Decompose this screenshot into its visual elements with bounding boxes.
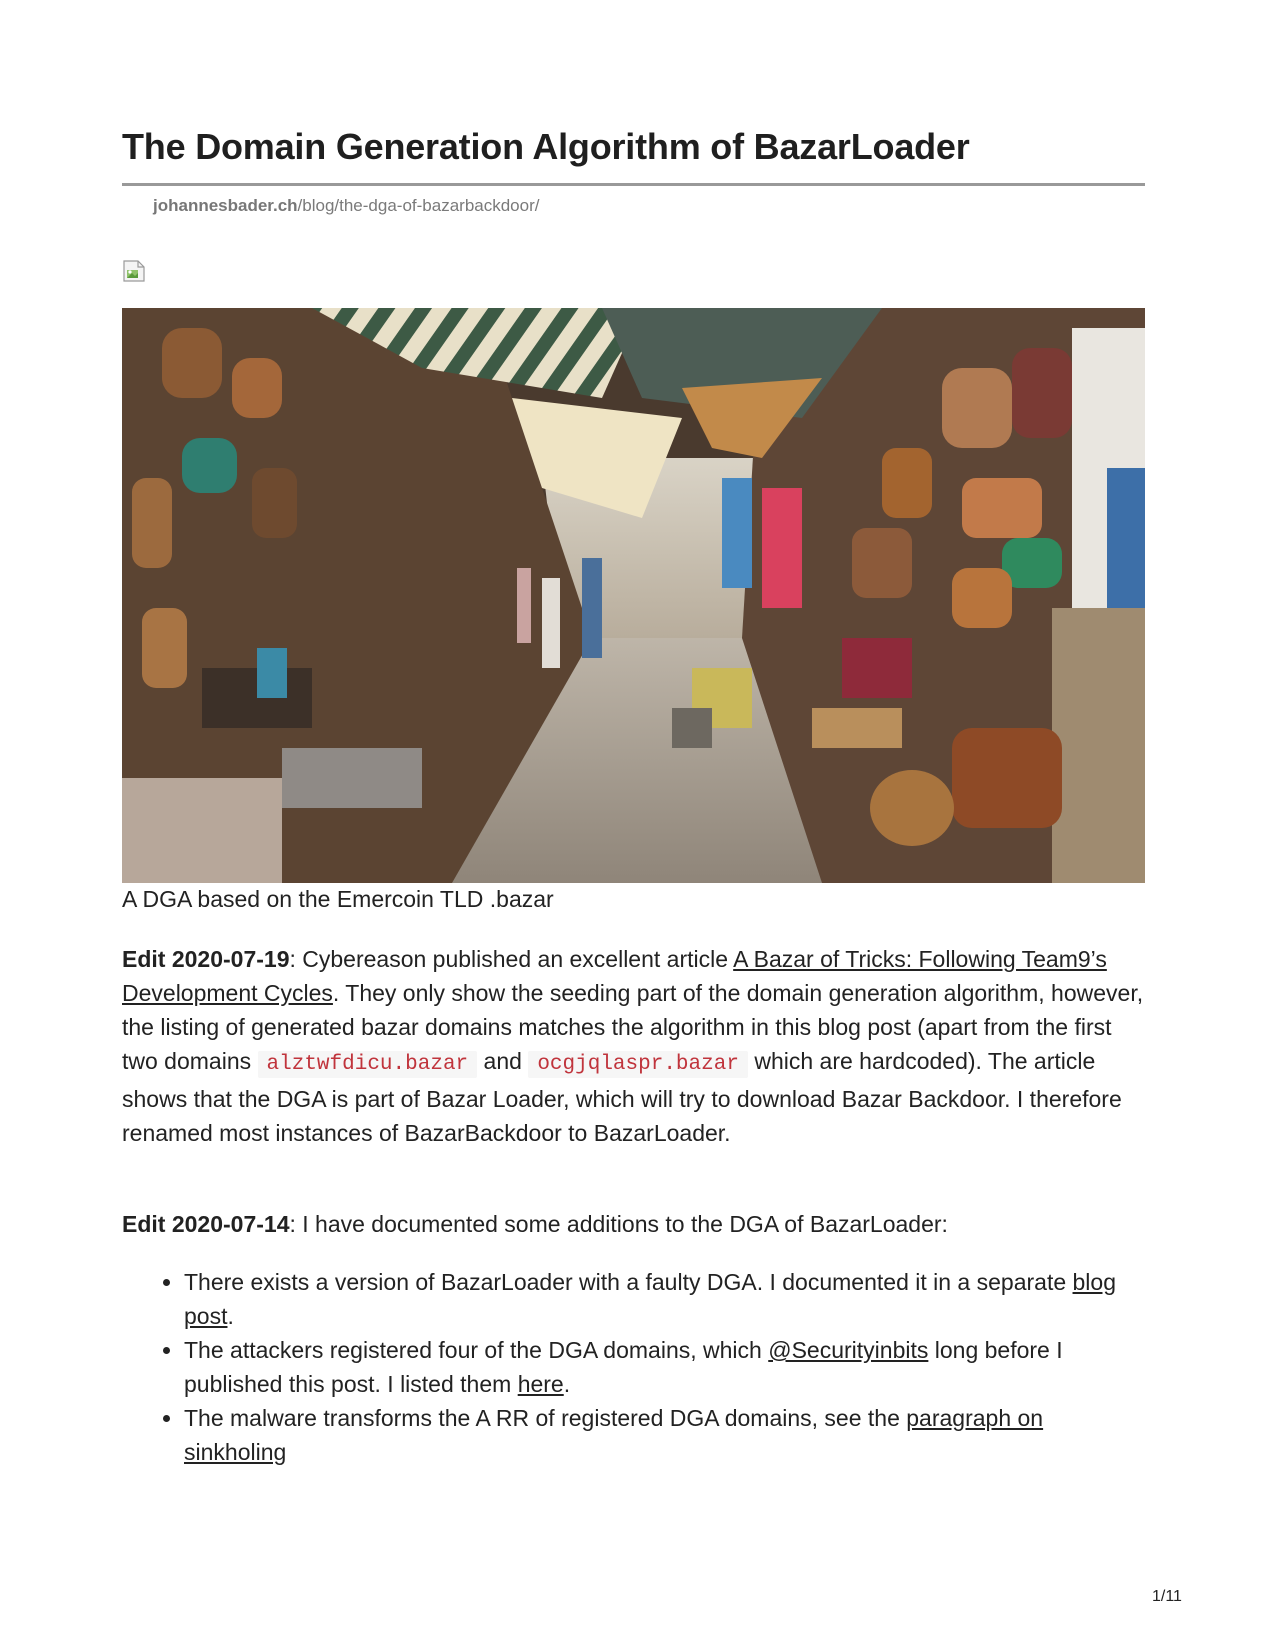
list-item bbox=[184, 1401, 1145, 1469]
additions-list bbox=[122, 1265, 1145, 1469]
edit-text: : I have documented some additions to the DGA of BazarLoader: bbox=[289, 1211, 948, 1237]
edit-note-2020-07-14 bbox=[122, 1207, 1145, 1241]
list-item bbox=[184, 1265, 1145, 1333]
edit-text: . They only show the seeding part of the domain generation algorithm, however, the listing of generated bazar domains matches the algorithm in this blog post (apart from the first two domains bbox=[122, 980, 1144, 1074]
domain-code: ocgjqlaspr.bazar bbox=[528, 1051, 748, 1078]
list-item-text: long before I published this post. I listed them bbox=[184, 1337, 1063, 1397]
cybereason-article-link[interactable]: A Bazar of Tricks: Following Team9’s Development Cycles bbox=[122, 946, 1107, 1006]
bazaar-photo bbox=[122, 308, 1145, 883]
list-item-text: The attackers registered four of the DGA domains, which bbox=[184, 1337, 769, 1363]
list-item-text: . bbox=[563, 1371, 571, 1397]
blog-post-link[interactable]: blog post bbox=[184, 1269, 1116, 1329]
list-item-text: There exists a version of BazarLoader with a faulty DGA. I documented it in a separate bbox=[184, 1269, 1073, 1295]
edit-label: Edit 2020-07-19 bbox=[122, 946, 290, 972]
page-number: 1/11 bbox=[1152, 1588, 1182, 1605]
edit-text: which are hardcoded). The article shows that the DGA is part of Bazar Loader, which will try to download Bazar Backdoor. I therefore renamed most instances of BazarBackdoor to BazarLoader. bbox=[122, 1048, 1122, 1146]
edit-label: Edit 2020-07-14 bbox=[122, 1211, 290, 1237]
list-item bbox=[184, 1333, 1145, 1401]
securityinbits-link[interactable]: @Securityinbits bbox=[768, 1337, 929, 1363]
list-item-text: The malware transforms the A RR of registered DGA domains, see the bbox=[184, 1405, 907, 1431]
edit-text: : Cybereason published an excellent article bbox=[289, 946, 734, 972]
sinkholing-link[interactable]: paragraph on sinkholing bbox=[184, 1405, 1044, 1465]
broken-image-icon bbox=[122, 259, 146, 283]
list-item-text: . bbox=[227, 1303, 234, 1329]
domain-code: alztwfdicu.bazar bbox=[258, 1051, 478, 1078]
source-domain: johannesbader.ch bbox=[153, 196, 298, 215]
edit-text: and bbox=[477, 1048, 529, 1074]
title-divider bbox=[122, 183, 1145, 186]
source-url bbox=[153, 196, 539, 216]
edit-note-2020-07-19 bbox=[122, 942, 1145, 1150]
source-path: /blog/the-dga-of-bazarbackdoor/ bbox=[297, 196, 540, 215]
here-link[interactable]: here bbox=[517, 1371, 564, 1397]
image-caption: A DGA based on the Emercoin TLD .bazar bbox=[122, 886, 554, 912]
page-title: The Domain Generation Algorithm of BazarLoader bbox=[122, 126, 970, 167]
